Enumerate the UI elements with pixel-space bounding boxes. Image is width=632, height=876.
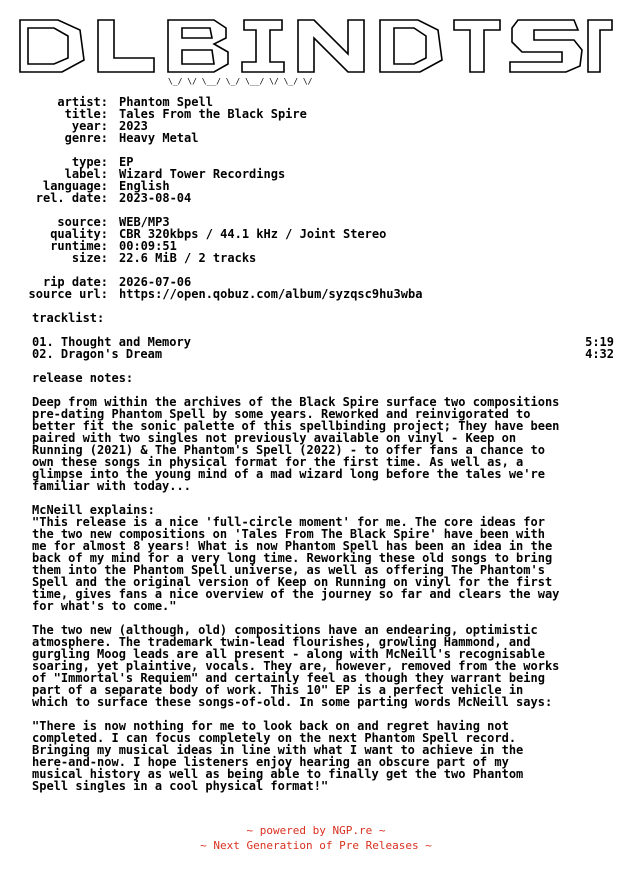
track-title: 01. Thought and Memory (32, 335, 191, 349)
notes-line: of "Immortal's Requiem" and certainly feel as though they warrant being (32, 671, 545, 685)
notes-paragraph-3 (32, 624, 622, 708)
notes-line: pre-dating Phantom Spell by some years. Reworked and reinvigorated to (32, 407, 531, 421)
notes-line: part of a separate body of work. This 10" EP is a perfect vehicle in (32, 683, 524, 697)
meta-value: English (119, 179, 170, 193)
notes-line: The two new (although, old) compositions have an endearing, optimistic (32, 623, 538, 637)
meta-value: CBR 320kbps / 44.1 kHz / Joint Stereo (119, 227, 387, 241)
meta-value: EP (119, 155, 134, 169)
track-duration: 5:19 (585, 335, 614, 349)
notes-line: soaring, yet plaintive, vocals. They are, however, removed from the works (32, 659, 560, 673)
meta-key: artist: (57, 95, 108, 109)
meta-value: Heavy Metal (119, 131, 199, 145)
svg-text:\_/ \/ \__/ \_/ \__/ \/ \_/ \/: \_/ \/ \__/ \_/ \__/ \/ \_/ \/ (168, 77, 313, 86)
meta-value: WEB/MP3 (119, 215, 170, 229)
notes-paragraph-2 (32, 504, 622, 612)
meta-key: year: (71, 119, 108, 133)
notes-line: paired with two singles not previously available on vinyl - Keep on (32, 431, 517, 445)
meta-key: title: (64, 107, 108, 121)
notes-line: them into the Phantom Spell universe, as well as offering The Phantom's (32, 563, 545, 577)
meta-value: 00:09:51 (119, 239, 177, 253)
notes-line: better fit the sonic palette of this spellbinding project; They have been (32, 419, 560, 433)
meta-value: Phantom Spell (119, 95, 213, 109)
notes-line: which to surface these songs-of-old. In some parting words McNeill says: (32, 695, 553, 709)
footer-tagline[interactable]: ~ Next Generation of Pre Releases ~ (200, 839, 432, 852)
meta-key: runtime: (50, 239, 108, 253)
meta-key: size: (71, 251, 108, 265)
meta-key: rel. date: (35, 191, 108, 205)
notes-line: Running (2021) & The Phantom's Spell (2022) - to offer fans a chance to (32, 443, 545, 457)
notes-line: own these songs in physical format for the first time. As well as, a (32, 455, 524, 469)
meta-value: 2023 (119, 119, 148, 133)
meta-key: type: (71, 155, 108, 169)
meta-value: 22.6 MiB / 2 tracks (119, 251, 257, 265)
notes-line: musical history as well as being able to finally get the two Phantom (32, 767, 524, 781)
meta-value: Tales From the Black Spire (119, 107, 307, 121)
meta-key: language: (42, 179, 108, 193)
notes-line: "There is now nothing for me to look back on and regret having not (32, 719, 509, 733)
meta-key: genre: (64, 131, 108, 145)
notes-line: me for almost 8 years! What is now Phantom Spell has been an idea in the (32, 539, 553, 553)
notes-line: for what's to come." (32, 599, 177, 613)
notes-line: time, gives fans a nice overview of the journey so far and clears the way (32, 587, 560, 601)
notes-line: completed. I can focus completely on the next Phantom Spell record. (32, 731, 517, 745)
notes-line: glimpse into the young mind of a mad wizard long before the tales we're (32, 467, 545, 481)
notes-line: atmosphere. The trademark twin-lead flourishes, growling Hammond, and (32, 635, 531, 649)
notes-line: here-and-now. I hope listeners enjoy hearing an obscure part of my (32, 755, 509, 769)
notes-line: gurgling Moog leads are all present - along with McNeill's recognisable (32, 647, 545, 661)
notes-line: Deep from within the archives of the Black Spire surface two compositions (32, 395, 560, 409)
meta-value: 2026-07-06 (119, 275, 192, 289)
notes-line: McNeill explains: (32, 503, 155, 517)
notes-paragraph-1 (32, 396, 622, 492)
footer-powered-by[interactable]: ~ powered by NGP.re ~ (246, 824, 386, 837)
notes-line: familiar with today... (32, 479, 191, 493)
meta-key: quality: (50, 227, 108, 241)
notes-line: Spell and the original version of Keep on Running on vinyl for the first (32, 575, 553, 589)
meta-value: 2023-08-04 (119, 191, 192, 205)
meta-key: source: (57, 215, 108, 229)
source-url-link[interactable]: https://open.qobuz.com/album/syzqsc9hu3wba (119, 287, 423, 301)
notes-line: the two new compositions on 'Tales From The Black Spire' have been with (32, 527, 545, 541)
meta-key: label: (64, 167, 108, 181)
notes-line: "This release is a nice 'full-circle moment' for me. The core ideas for (32, 515, 545, 529)
track-title: 02. Dragon's Dream (32, 347, 163, 361)
notes-line: Spell singles in a cool physical format!" (32, 779, 329, 793)
notes-paragraph-4 (32, 720, 622, 792)
notes-line: Bringing my musical ideas in line with what I want to achieve in the (32, 743, 524, 757)
notes-line: back of my mind for a very long time. Reworking these old songs to bring (32, 551, 553, 565)
meta-key: rip date: (42, 275, 108, 289)
track-duration: 4:32 (585, 347, 614, 361)
release-notes-heading: release notes: (32, 371, 134, 385)
meta-key: source url: (28, 287, 108, 301)
tracklist-heading: tracklist: (32, 311, 105, 325)
meta-value: Wizard Tower Recordings (119, 167, 286, 181)
ascii-art-logo (18, 14, 614, 86)
